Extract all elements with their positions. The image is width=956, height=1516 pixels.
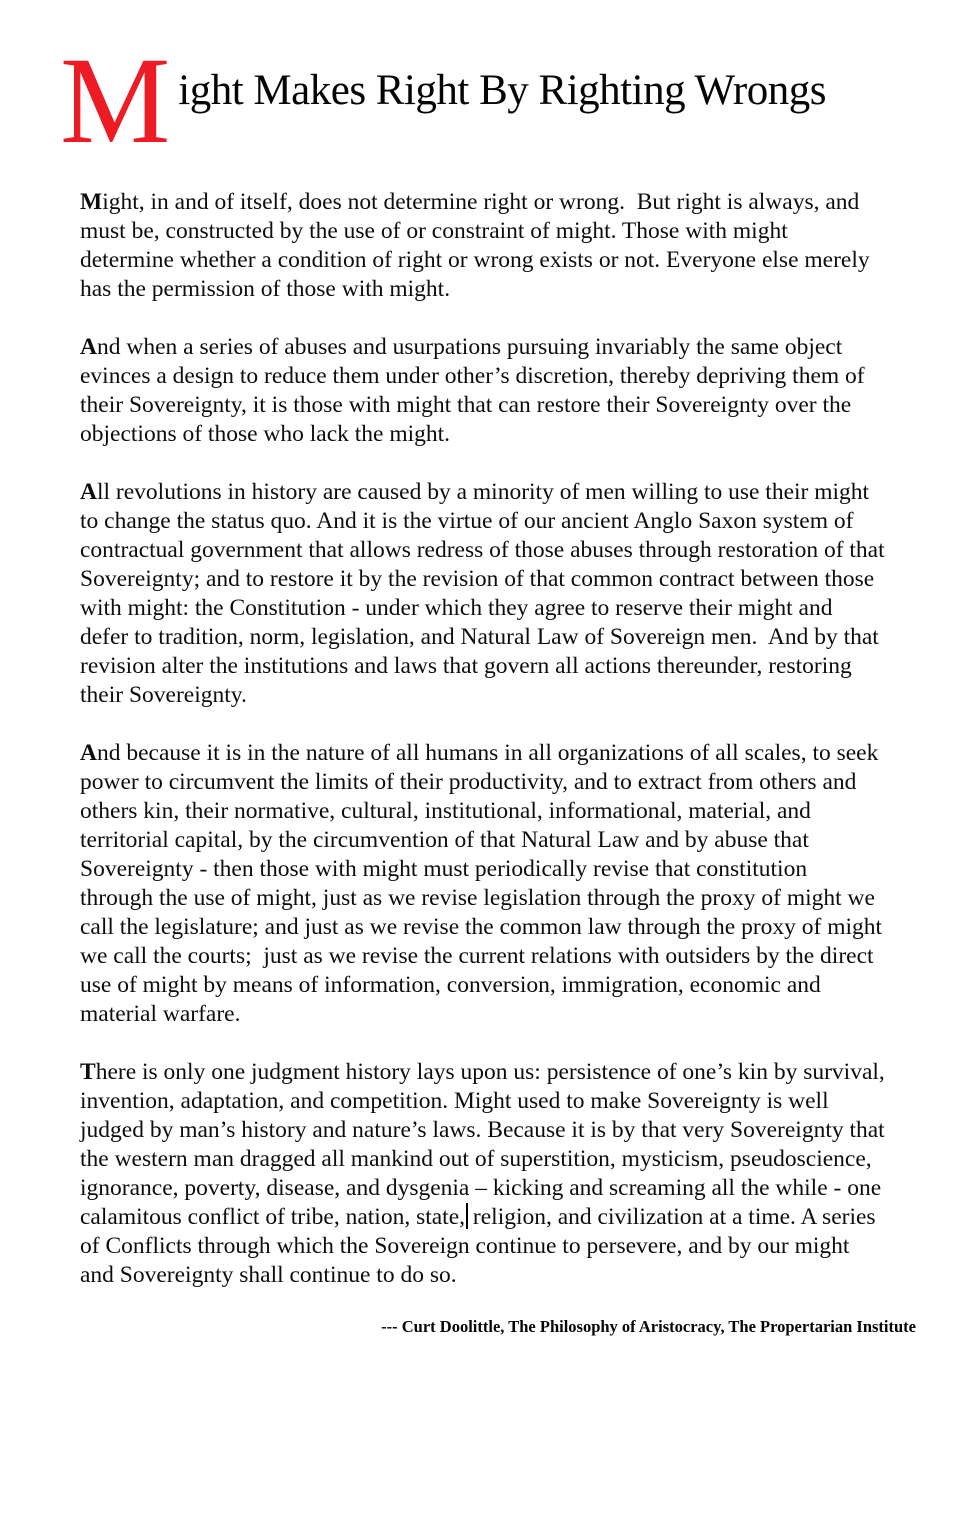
paragraph-lead-letter: M (80, 189, 103, 215)
document-body[interactable] (80, 188, 891, 1290)
paragraph-text-before-cursor: here is only one judgment history lays upon us: persistence of one’s kin by survival, invention, adaptation, and competition. Might used to make Sovereignty is well judged by man’s history and nature’s laws. Because it is by that very Sovereignty that the western man dragged all mankind out of superstition, mysticism, pseudoscience, ignorance, poverty, disease, and dysgenia – kicking and screaming all the while - one calamitous conflict of tribe, nation, state, (80, 1059, 891, 1230)
paragraph-1[interactable] (80, 188, 886, 304)
paragraph-4[interactable] (80, 739, 886, 1029)
paragraph-2[interactable] (80, 333, 886, 449)
paragraph-text: nd when a series of abuses and usurpations pursuing invariably the same object evinces a design to reduce them under other’s discretion, thereby depriving them of their Sovereignty, it is those with might that can restore their Sovereignty over the objections of those who lack the might. (80, 334, 871, 447)
paragraph-lead-letter: T (80, 1059, 96, 1085)
paragraph-3[interactable] (80, 478, 891, 710)
paragraph-5[interactable] (80, 1058, 891, 1290)
title-drop-cap: M (60, 32, 171, 169)
paragraph-lead-letter: A (80, 740, 97, 766)
paragraph-lead-letter: A (80, 334, 97, 360)
paragraph-text: nd because it is in the nature of all humans in all organizations of all scales, to seek power to circumvent the limits of their productivity, and to extract from others and others kin, their normative, cultural, institutional, informational, material, and territorial capital, by the circumvention of that Natural Law and by abuse that Sovereignty - then those with might must periodically revise that constitution through the use of might, just as we revise legislation through the proxy of might we call the legislature; and just as we revise the common law through the proxy of might we call the courts; just as we revise the current relations with outsiders by the direct use of might by means of information, conversion, immigration, economic and material warfare. (80, 740, 888, 1027)
attribution-line: --- Curt Doolittle, The Philosophy of Aristocracy, The Propertarian Institute (381, 1317, 916, 1336)
paragraph-text-after-cursor: religion, and civilization at a time. A series of Conflicts through which the Sovereign continue to persevere, and by our might and Sovereignty shall continue to do so. (80, 1204, 882, 1288)
paragraph-text: ight, in and of itself, does not determine right or wrong. But right is always, and must be, constructed by the use of or constraint of might. Those with might determine whether a condition of right or wrong exists or not. Everyone else merely has the permission of those with might. (80, 189, 876, 302)
title-text: ight Makes Right By Righting Wrongs (178, 67, 826, 114)
page-title (60, 32, 914, 169)
paragraph-text: ll revolutions in history are caused by a minority of men willing to use their might to change the status quo. And it is the virtue of our ancient Anglo Saxon system of contractual government that allows redress of those abuses through restoration of that Sovereignty; and to restore it by the revision of that common contract between those with might: the Constitution - under which they agree to reserve their might and defer to tradition, norm, legislation, and Natural Law of Sovereign men. And by that revision alter the institutions and laws that govern all actions thereunder, restoring their Sovereignty. (80, 479, 891, 708)
paragraph-lead-letter: A (80, 479, 97, 505)
